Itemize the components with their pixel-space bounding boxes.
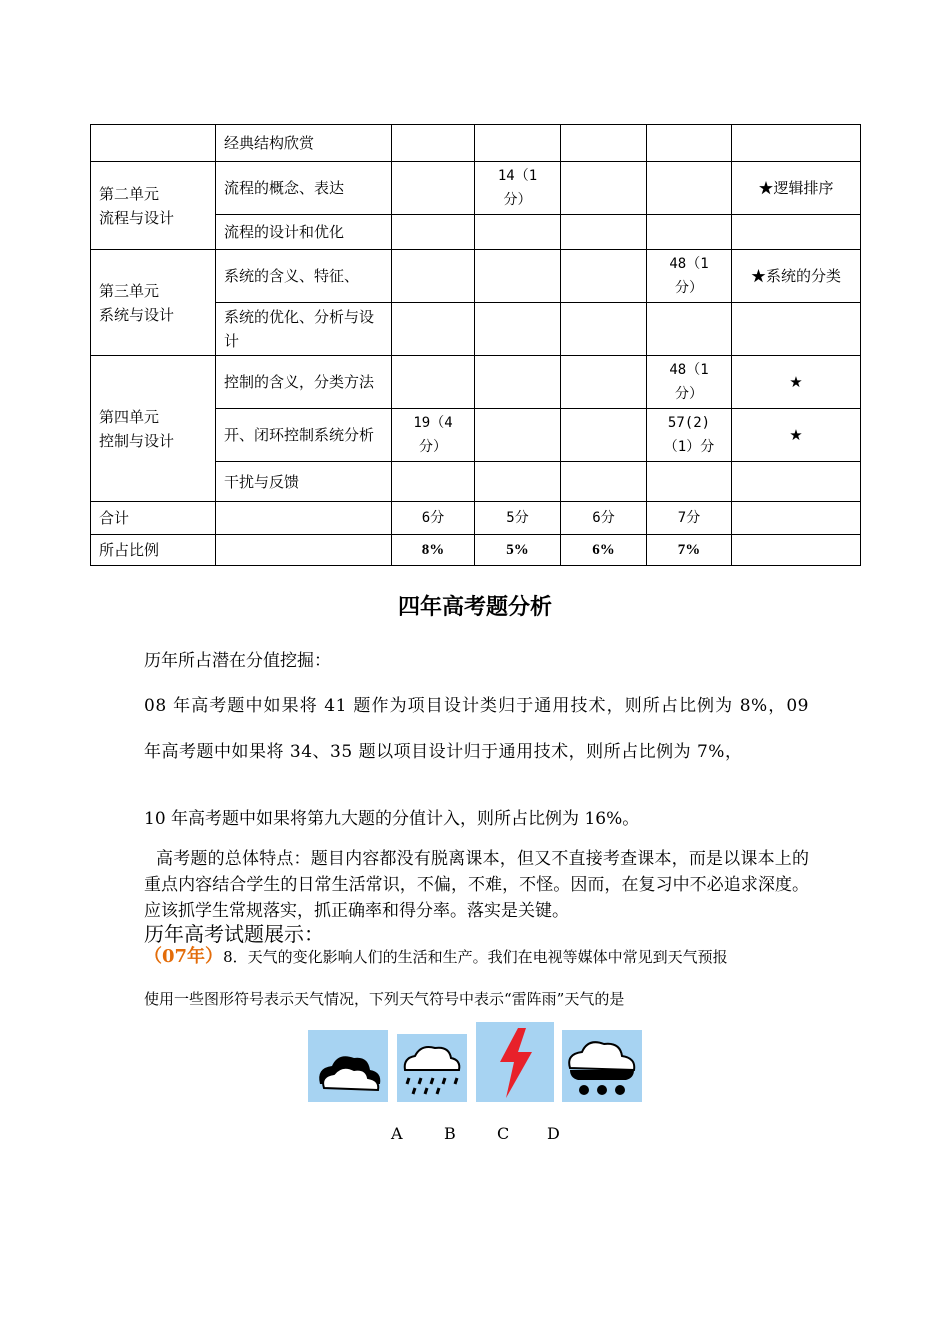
features-paragraph: 高考题的总体特点：题目内容都没有脱离课本，但又不直接考查课本，而是以课本上的重点内容结合学生的日常生活常识，不偏，不难，不怪。因而，在复习中不必追求深度。应该抓学生常规落实，抓正确率和得分率。落实是关键。	[144, 849, 809, 921]
score-cell	[647, 303, 732, 356]
ratio-c2: 5%	[475, 535, 561, 566]
unit-cell: 第二单元 流程与设计	[91, 162, 216, 250]
note-cell	[732, 462, 861, 502]
empty-cell	[732, 502, 861, 535]
score-cell: 57(2) （1）分	[647, 409, 732, 462]
paragraph-10: 10 年高考题中如果将第九大题的分值计入，则所占比例为 16%。	[144, 809, 640, 829]
option-d: D	[547, 1124, 560, 1143]
topic-cell: 控制的含义，分类方法	[216, 356, 392, 409]
score-cell	[475, 356, 561, 409]
table-row	[91, 250, 861, 303]
ratio-c3: 6%	[561, 535, 647, 566]
topic-cell: 干扰与反馈	[216, 462, 392, 502]
exam-analysis-table	[90, 124, 861, 566]
score-cell	[561, 356, 647, 409]
topic-cell: 流程的概念、表达	[216, 162, 392, 215]
lightning-icon	[476, 1022, 554, 1102]
question-year: （07年）	[144, 946, 224, 967]
score-cell	[647, 162, 732, 215]
score-cell	[561, 125, 647, 162]
total-c3: 6分	[561, 502, 647, 535]
section-title: 历年高考试题展示：	[144, 922, 324, 946]
score-cell	[647, 215, 732, 250]
total-c2: 5分	[475, 502, 561, 535]
note-cell	[732, 215, 861, 250]
score-cell	[475, 250, 561, 303]
ratio-c1: 8%	[392, 535, 475, 566]
note-cell	[732, 125, 861, 162]
score-cell	[392, 215, 475, 250]
ratio-label: 所占比例	[91, 535, 216, 566]
total-label: 合计	[91, 502, 216, 535]
score-cell	[392, 356, 475, 409]
note-cell: ★	[732, 356, 861, 409]
score-cell	[561, 162, 647, 215]
score-cell	[561, 250, 647, 303]
score-cell: 14（1 分）	[475, 162, 561, 215]
question-line-2: 使用一些图形符号表示天气情况，下列天气符号中表示“雷阵雨”天气的是	[144, 990, 625, 1008]
score-cell	[475, 215, 561, 250]
note-cell: ★逻辑排序	[732, 162, 861, 215]
topic-cell: 系统的优化、分析与设计	[216, 303, 392, 356]
empty-cell	[216, 502, 392, 535]
option-c: C	[497, 1124, 510, 1143]
score-cell: 48（1 分）	[647, 250, 732, 303]
intro-paragraph: 历年所占潜在分值挖掘：	[144, 651, 331, 671]
total-c1: 6分	[392, 502, 475, 535]
score-cell	[475, 303, 561, 356]
score-cell	[392, 462, 475, 502]
snow-cloud-icon	[562, 1030, 642, 1102]
score-cell	[475, 125, 561, 162]
table-row	[91, 356, 861, 409]
score-cell: 48（1 分）	[647, 356, 732, 409]
topic-cell: 开、闭环控制系统分析	[216, 409, 392, 462]
score-cell	[561, 409, 647, 462]
question-line-1	[144, 946, 809, 968]
table-row	[91, 125, 861, 162]
rain-cloud-icon	[397, 1034, 467, 1102]
note-cell	[732, 303, 861, 356]
question-text-1: 8．天气的变化影响人们的生活和生产。我们在电视等媒体中常见到天气预报	[223, 948, 728, 966]
note-cell: ★系统的分类	[732, 250, 861, 303]
score-cell	[475, 462, 561, 502]
section-heading: 四年高考题分析	[397, 595, 552, 620]
score-cell	[392, 250, 475, 303]
option-a: A	[391, 1124, 403, 1143]
score-cell	[475, 409, 561, 462]
cloud-icon	[308, 1030, 388, 1102]
ratio-c4: 7%	[647, 535, 732, 566]
empty-cell	[216, 535, 392, 566]
topic-cell: 经典结构欣赏	[216, 125, 392, 162]
note-cell: ★	[732, 409, 861, 462]
score-cell	[561, 462, 647, 502]
unit-cell	[91, 125, 216, 162]
score-cell	[561, 303, 647, 356]
weather-icons	[0, 1020, 950, 1110]
ratio-row	[91, 535, 861, 566]
score-cell	[647, 125, 732, 162]
total-row	[91, 502, 861, 535]
unit-cell: 第四单元 控制与设计	[91, 356, 216, 502]
score-cell	[647, 462, 732, 502]
table-row	[91, 162, 861, 215]
paragraph-08-09: 08 年高考题中如果将 41 题作为项目设计类归于通用技术，则所占比例为 8%，09 年高考题中如果将 34、35 题以项目设计归于通用技术，则所占比例为 7%，	[144, 696, 809, 762]
score-cell	[561, 215, 647, 250]
score-cell	[392, 303, 475, 356]
score-cell: 19（4 分）	[392, 409, 475, 462]
total-c4: 7分	[647, 502, 732, 535]
topic-cell: 系统的含义、特征、	[216, 250, 392, 303]
empty-cell	[732, 535, 861, 566]
unit-cell: 第三单元 系统与设计	[91, 250, 216, 356]
score-cell	[392, 162, 475, 215]
topic-cell: 流程的设计和优化	[216, 215, 392, 250]
score-cell	[392, 125, 475, 162]
option-b: B	[444, 1124, 456, 1143]
